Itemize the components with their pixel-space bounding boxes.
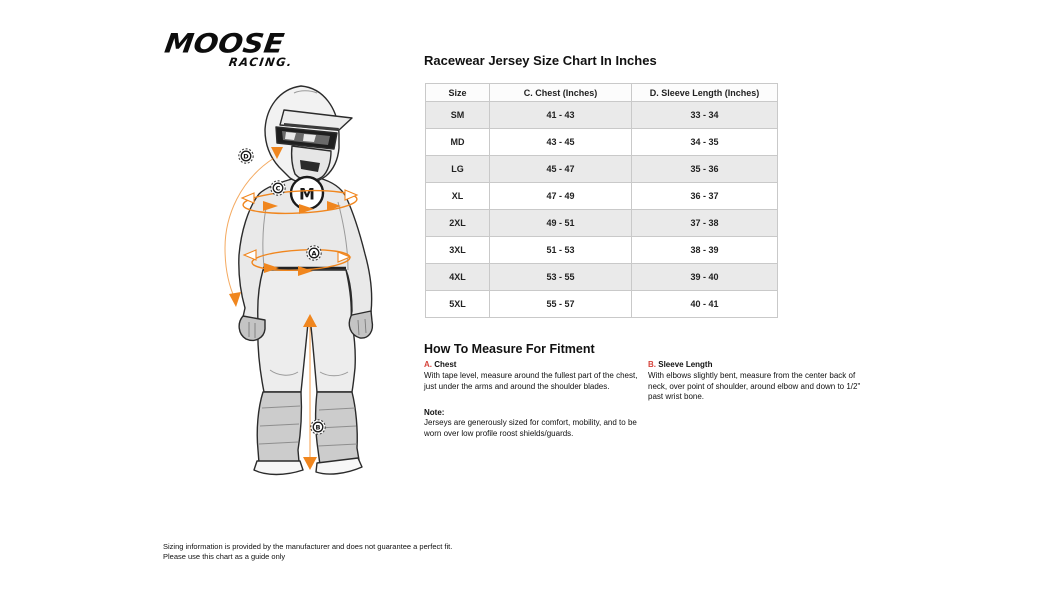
- column-header-size: Size: [426, 84, 490, 102]
- size-cell: 4XL: [426, 264, 490, 291]
- glove-right: [349, 311, 372, 338]
- measure-sleeve-block: [648, 360, 866, 403]
- measure-chest-heading: [424, 360, 646, 370]
- sleeve-cell: 34 - 35: [632, 129, 778, 156]
- size-cell: XL: [426, 183, 490, 210]
- measure-chest-name: Chest: [434, 360, 457, 369]
- size-cell: 2XL: [426, 210, 490, 237]
- chest-cell: 51 - 53: [490, 237, 632, 264]
- table-row: [426, 102, 778, 129]
- table-row: [426, 237, 778, 264]
- table-header-row: [426, 84, 778, 102]
- sleeve-cell: 37 - 38: [632, 210, 778, 237]
- size-chart-table: [425, 83, 778, 318]
- brand-logo-text: MOOSE: [162, 27, 287, 59]
- size-cell: SM: [426, 102, 490, 129]
- table-row: [426, 183, 778, 210]
- note-block: [424, 408, 646, 439]
- measure-chest-text: With tape level, measure around the fullest part of the chest, just under the arms and around the shoulder blades.: [424, 371, 638, 391]
- table-row: [426, 129, 778, 156]
- disclaimer: [163, 542, 452, 562]
- note-text: Jerseys are generously sized for comfort, mobility, and to be worn over low profile roost shields/guards.: [424, 418, 637, 438]
- marker-a: [307, 246, 321, 260]
- svg-text:D: D: [243, 152, 249, 161]
- sleeve-cell: 39 - 40: [632, 264, 778, 291]
- size-chart-title: Racewear Jersey Size Chart In Inches: [424, 53, 657, 68]
- size-cell: 3XL: [426, 237, 490, 264]
- size-cell: MD: [426, 129, 490, 156]
- fitment-section-title: How To Measure For Fitment: [424, 342, 595, 356]
- glove-left: [239, 316, 265, 340]
- measure-sleeve-text: With elbows slightly bent, measure from the center back of neck, over point of shoulder, around elbow and down to 1/2" past wrist bone.: [648, 371, 861, 402]
- sleeve-cell: 35 - 36: [632, 156, 778, 183]
- chest-cell: 45 - 47: [490, 156, 632, 183]
- size-cell: LG: [426, 156, 490, 183]
- chest-arrow-open-left: [242, 193, 254, 203]
- measure-sleeve-letter: B.: [648, 360, 656, 369]
- note-label: Note:: [424, 408, 445, 417]
- table-row: [426, 291, 778, 318]
- rider-measurement-diagram: [200, 80, 420, 480]
- measure-chest-letter: A.: [424, 360, 432, 369]
- chest-arrow-open-right: [345, 190, 357, 200]
- sleeve-cell: 36 - 37: [632, 183, 778, 210]
- marker-b: [311, 420, 325, 434]
- chest-cell: 47 - 49: [490, 183, 632, 210]
- svg-text:A: A: [311, 249, 317, 258]
- sleeve-cell: 40 - 41: [632, 291, 778, 318]
- brand-logo-subtext: RACING.: [227, 55, 294, 69]
- pants: [258, 270, 356, 392]
- boot-left-sole: [254, 461, 303, 475]
- column-header-sleeve: D. Sleeve Length (Inches): [632, 84, 778, 102]
- sleeve-measure-end-arrow: [229, 292, 241, 307]
- disclaimer-line-2: Please use this chart as a guide only: [163, 552, 286, 562]
- size-cell: 5XL: [426, 291, 490, 318]
- brand-logo: [163, 28, 295, 69]
- marker-c: [271, 181, 285, 195]
- svg-text:C: C: [275, 184, 281, 193]
- marker-d: [239, 149, 253, 163]
- measure-sleeve-name: Sleeve Length: [658, 360, 713, 369]
- sleeve-cell: 33 - 34: [632, 102, 778, 129]
- column-header-chest: C. Chest (Inches): [490, 84, 632, 102]
- chest-cell: 41 - 43: [490, 102, 632, 129]
- sleeve-cell: 38 - 39: [632, 237, 778, 264]
- disclaimer-line-1: Sizing information is provided by the manufacturer and does not guarantee a perfect fit.: [163, 542, 453, 551]
- table-row: [426, 264, 778, 291]
- table-row: [426, 156, 778, 183]
- measure-sleeve-heading: [648, 360, 866, 370]
- chest-cell: 49 - 51: [490, 210, 632, 237]
- table-row: [426, 210, 778, 237]
- measure-chest-block: [424, 360, 646, 392]
- chest-logo-m: M: [299, 184, 315, 204]
- chest-cell: 55 - 57: [490, 291, 632, 318]
- inseam-arrow-down: [303, 457, 317, 470]
- chest-cell: 43 - 45: [490, 129, 632, 156]
- chest-cell: 53 - 55: [490, 264, 632, 291]
- boot-left: [257, 392, 301, 468]
- svg-text:B: B: [315, 423, 321, 432]
